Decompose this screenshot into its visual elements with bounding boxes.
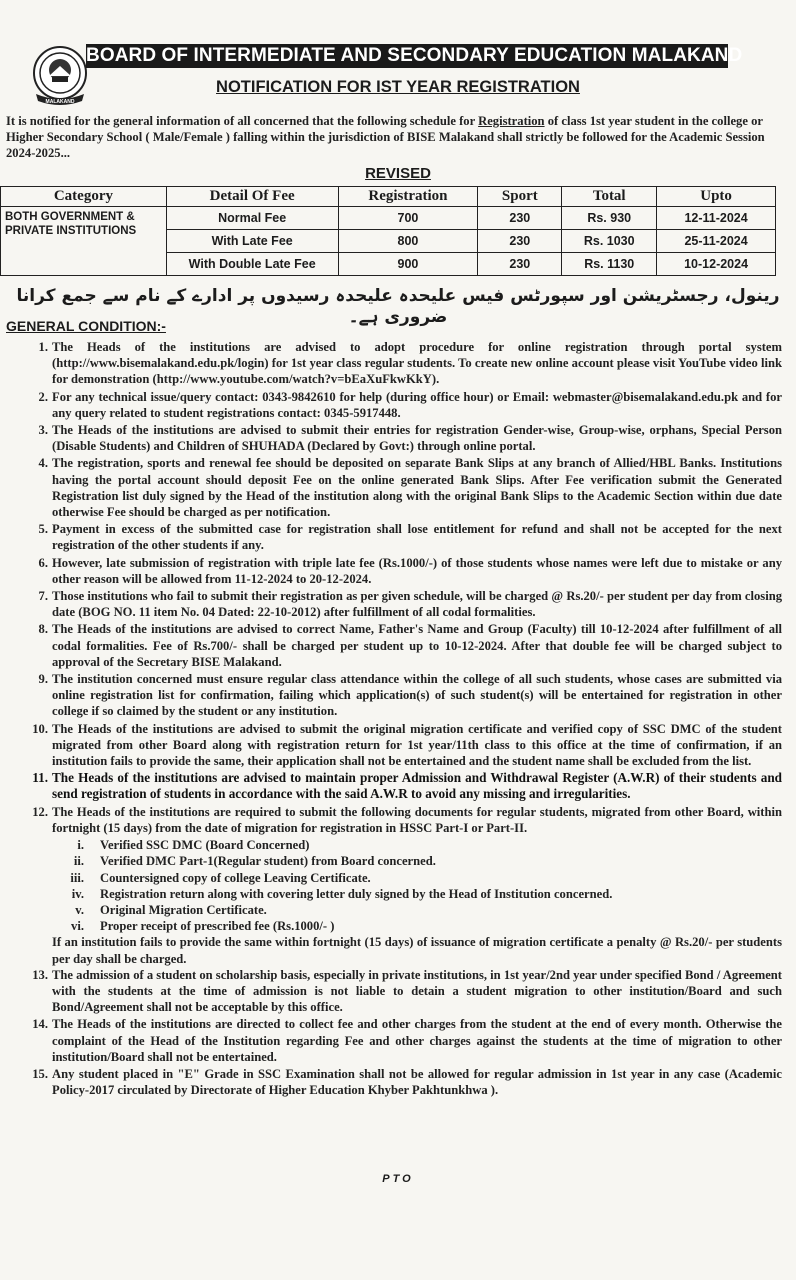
conditions-list bbox=[0, 339, 782, 1099]
header-total: Total bbox=[562, 187, 657, 207]
fee-detail-cell: Normal Fee bbox=[166, 207, 338, 230]
board-logo-icon bbox=[30, 46, 90, 106]
fee-upto-cell: 25-11-2024 bbox=[657, 230, 776, 253]
fee-sport-cell: 230 bbox=[478, 230, 562, 253]
fee-detail-cell: With Late Fee bbox=[166, 230, 338, 253]
fee-detail-cell: With Double Late Fee bbox=[166, 253, 338, 276]
intro-paragraph: It is notified for the general information of all concerned that the following schedule for Registration of class 1st year student in the college or Higher Secondary School ( Male/Female ) falling within the jurisdiction of BISE Malakand shall strictly be followed for the Academic Session 2024-2025... bbox=[6, 114, 765, 160]
header-registration: Registration bbox=[338, 187, 478, 207]
table-row bbox=[1, 207, 776, 230]
docs-penalty-note: If an institution fails to provide the same within fortnight (15 days) of issuance of migration certificate a penalty @ Rs.20/- per students per day shall be charged. bbox=[52, 935, 782, 966]
svg-text:MALAKAND: MALAKAND bbox=[45, 99, 75, 105]
fee-total-cell: Rs. 1030 bbox=[562, 230, 657, 253]
list-item: 13. The admission of a student on scholarship basis, especially in private institutions, in 1st year/2nd year under specified Bond / Agreement with the students at the time of admission is not liable to detain a student migration to other institution/Board and such Bond/Agreement shall not be acceptable by this office. bbox=[32, 967, 782, 1015]
fee-sport-cell: 230 bbox=[478, 253, 562, 276]
list-item: 10. The Heads of the institutions are advised to submit the original migration certificate and verified copy of SSC DMC of the student migrated from other Board along with registration return for 1st year/11th class to this office at the time of confirmation, if an institution fails to provide the same, their application shall not be entertained and the student name shall be excluded from the list. bbox=[32, 721, 782, 769]
header-detail-of-fee: Detail Of Fee bbox=[166, 187, 338, 207]
fee-registration-cell: 900 bbox=[338, 253, 478, 276]
fee-upto-cell: 10-12-2024 bbox=[657, 253, 776, 276]
list-item: 7. Those institutions who fail to submit their registration as per given schedule, will be charged @ Rs.20/- per student per day from closing date (BOG NO. 11 item No. 04 Dated: 22-10-2012) after fulfillment of all codal formalities. bbox=[38, 589, 782, 620]
list-item: 11. The Heads of the institutions are advised to maintain proper Admission and Withdrawal Register (A.W.R) of their students and send registration of students in accordance with the said A.W.R to avoid any missing and irregularities. bbox=[32, 770, 782, 802]
list-item: 14. The Heads of the institutions are directed to collect fee and other charges from the student at the end of every month. Otherwise the complaint of the Head of the Institution regarding Fee and other charges against the students at the time of migration to other institution/Board shall not be entertained. bbox=[32, 1017, 782, 1064]
pto-label: PTO bbox=[382, 1173, 414, 1185]
header-upto: Upto bbox=[657, 187, 776, 207]
header-category: Category bbox=[1, 187, 167, 207]
list-item: 4. The registration, sports and renewal fee should be deposited on separate Bank Slips at any branch of Allied/HBL Banks. Institutions having the portal account should deposit Fee on the online generated Bank Slips. After Fee verification submit the Generated Registration list duly signed by the Head of the institution along with the original Bank Slips to the Academic Section within due date otherwise Fee should be charged as per notification. bbox=[38, 456, 782, 520]
required-doc-item: v. Original Migration Certificate. bbox=[75, 902, 267, 917]
list-item: 5. Payment in excess of the submitted case for registration shall lose entitlement for refund and shall not be accepted for the next registration of the other students if any. bbox=[38, 522, 782, 553]
required-doc-item: ii. Verified DMC Part-1(Regular student) from Board concerned. bbox=[73, 854, 436, 869]
fee-total-cell: Rs. 930 bbox=[562, 207, 657, 230]
required-doc-item: vi. Proper receipt of prescribed fee (Rs.1000/- ) bbox=[71, 919, 335, 934]
list-item: 3. The Heads of the institutions are advised to submit their entries for registration Gender-wise, Group-wise, orphans, Special Person (Disable Students) and Children of SHUHADA (Declared by Govt:) through online portal. bbox=[38, 423, 782, 454]
fee-upto-cell: 12-11-2024 bbox=[657, 207, 776, 230]
board-title: BOARD OF INTERMEDIATE AND SECONDARY EDUCATION MALAKAND bbox=[86, 45, 743, 66]
fee-schedule-table bbox=[0, 186, 776, 276]
notification-title: NOTIFICATION FOR IST YEAR REGISTRATION bbox=[216, 78, 580, 96]
required-doc-item: iii. Countersigned copy of college Leaving Certificate. bbox=[70, 870, 371, 885]
required-doc-item: iv. Registration return along with covering letter duly signed by the Head of Institution concerned. bbox=[71, 886, 613, 901]
category-cell: BOTH GOVERNMENT & PRIVATE INSTITUTIONS bbox=[1, 207, 167, 276]
revised-label: REVISED bbox=[365, 165, 431, 182]
header-sport: Sport bbox=[478, 187, 562, 207]
fee-total-cell: Rs. 1130 bbox=[562, 253, 657, 276]
list-item: 12. The Heads of the institutions are required to submit the following documents for regular students, migrated from other Board, within fortnight (15 days) from the date of migration for registration in HSSC Part-I or Part-II. bbox=[32, 804, 782, 835]
fee-registration-cell: 800 bbox=[338, 230, 478, 253]
fee-registration-cell: 700 bbox=[338, 207, 478, 230]
required-doc-item: i. Verified SSC DMC (Board Concerned) bbox=[77, 838, 310, 853]
list-item: 15. Any student placed in "E" Grade in SSC Examination shall not be allowed for regular admission in 1st year in any case (Academic Policy-2017 circulated by Directorate of Higher Education Khyber Pakhtunkhwa ). bbox=[32, 1066, 782, 1098]
list-item: 8. The Heads of the institutions are advised to correct Name, Father's Name and Group (Faculty) till 10-12-2024 after fulfillment of all codal formalities. Fee of Rs.700/- shall be charged per student up to 10-12-2024. After that double fee will be charged subject to approval of the Secretary BISE Malakand. bbox=[38, 622, 782, 669]
fee-sport-cell: 230 bbox=[478, 207, 562, 230]
list-item: 1. The Heads of the institutions are advised to adopt procedure for online registration through portal system (http://www.bisemalakand.edu.pk/login) for 1st year class regular students. To create new online account please visit YouTube video link for demonstration (http://www.youtube.com/watch?v=bEaXuFkwKkY). bbox=[38, 340, 782, 387]
general-condition-heading: GENERAL CONDITION:- bbox=[6, 318, 166, 334]
list-item: 2. For any technical issue/query contact: 0343-9842610 for help (during office hour) or Email: webmaster@bisemalakand.edu.pk and for any query related to student registrations contact: 0345-5917448. bbox=[38, 389, 782, 420]
urdu-note: رینول، رجسٹریشن اور سپورٹس فیس علیحدہ علیحدہ رسیدوں پر ادارے کے نام سے جمع کرانا ضروری ہے۔ bbox=[16, 286, 780, 327]
fee-table-header-row bbox=[1, 187, 776, 207]
list-item: 6. However, late submission of registration with triple late fee (Rs.1000/-) of those students whose names were left due to mistake or any other reason will be allowed from 11-12-2024 to 20-12-2024. bbox=[38, 555, 782, 586]
list-item: 9. The institution concerned must ensure regular class attendance within the college of all such students, whose cases are submitted via online registration list for confirmation, failing which application(s) of such student(s) will be entertained for registration in other college if so claimed by the student or any institution. bbox=[38, 672, 782, 719]
